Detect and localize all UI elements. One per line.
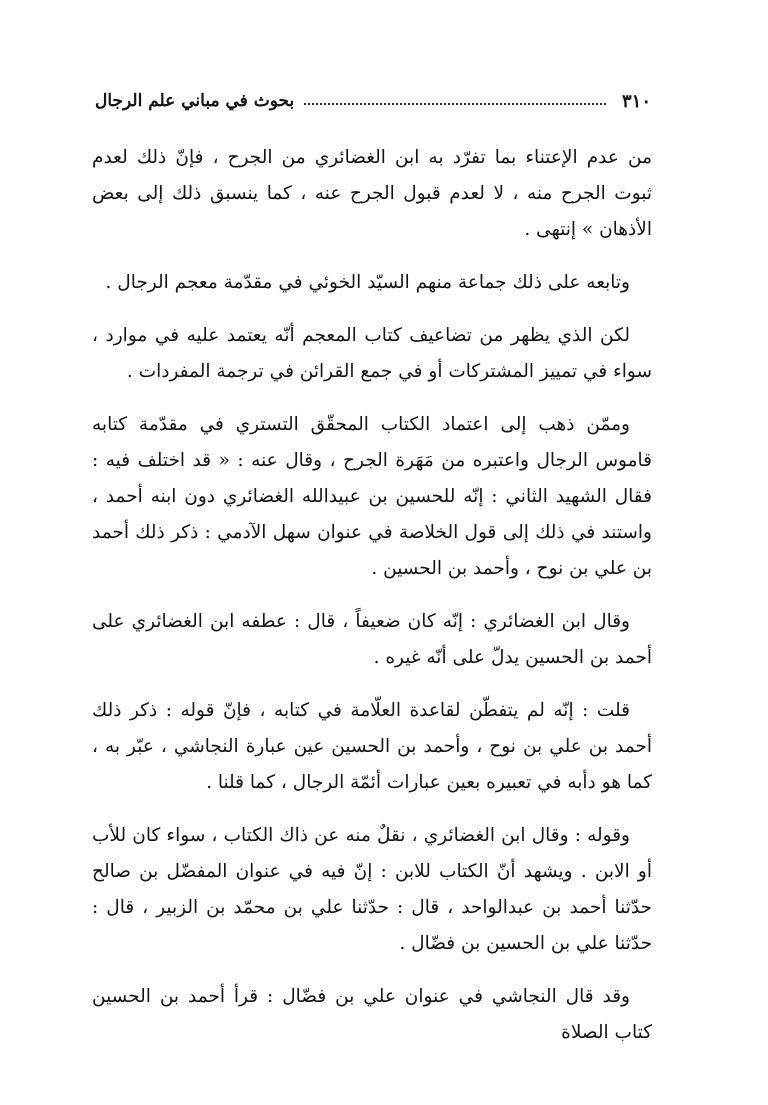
- paragraph: وقوله : وقال ابن الغضائري ، نقلٌ منه عن ذاك الكتاب ، سواء كان للأب أو الابن . ويشهد أنّ الكتاب للابن : إنّ فيه في عنوان المفضّل بن صالح حدّثنا أحمد بن عبدالواحد ، قال : حدّثنا علي بن محمّد بن الزبير ، قال : حدّثنا علي بن الحسين بن فضّال .: [92, 825, 652, 954]
- running-header: [95, 86, 651, 116]
- paragraph: لكن الذي يظهر من تضاعيف كتاب المعجم أنّه يعتمد عليه في موارد ، سواء في تمييز المشتركات أو في جمع القرائن في ترجمة المفردات .: [92, 325, 652, 382]
- dotted-leader: [304, 103, 606, 105]
- paragraph: وممّن ذهب إلى اعتماد الكتاب المحقّق التستري في مقدّمة كتابه قاموس الرجال واعتبره من مَهَرة الجرح ، وقال عنه : « قد اختلف فيه : فقال الشهيد الثاني : إنّه للحسين بن عبيدالله الغضائري دون ابنه أحمد ، واستند في ذلك إلى قول الخلاصة في عنوان سهل الآدمي : ذكر ذلك أحمد بن علي بن نوح ، وأحمد بن الحسين .: [92, 414, 652, 579]
- paragraph: وقد قال النجاشي في عنوان علي بن فضّال : قرأ أحمد بن الحسين كتاب الصلاة: [92, 986, 652, 1043]
- running-title: بحوث في مباني علم الرجال: [95, 91, 295, 111]
- paragraph: وقال ابن الغضائري : إنّه كان ضعيفاً ، قال : عطفه ابن الغضائري على أحمد بن الحسين يدلّ على أنّه غيره .: [92, 611, 652, 668]
- paragraph: قلت : إنّه لم يتفطّن لقاعدة العلّامة في كتابه ، فإنّ قوله : ذكر ذلك أحمد بن علي بن نوح ، وأحمد بن الحسين عين عبارة النجاشي ، عبّر به ، كما هو دأبه في تعبيره بعين عبارات أئمّة الرجال ، كما قلنا .: [92, 700, 652, 793]
- body-text: [92, 140, 652, 1068]
- page-number: ٣١٠: [621, 90, 651, 112]
- paragraph: من عدم الإعتناء بما تفرّد به ابن الغضائري من الجرح ، فإنّ ذلك لعدم ثبوت الجرح منه ، لا لعدم قبول الجرح عنه ، كما ينسبق ذلك إلى بعض الأذهان » إنتهى .: [92, 147, 652, 240]
- paragraph: وتابعه على ذلك جماعة منهم السيّد الخوئي في مقدّمة معجم الرجال .: [105, 272, 630, 293]
